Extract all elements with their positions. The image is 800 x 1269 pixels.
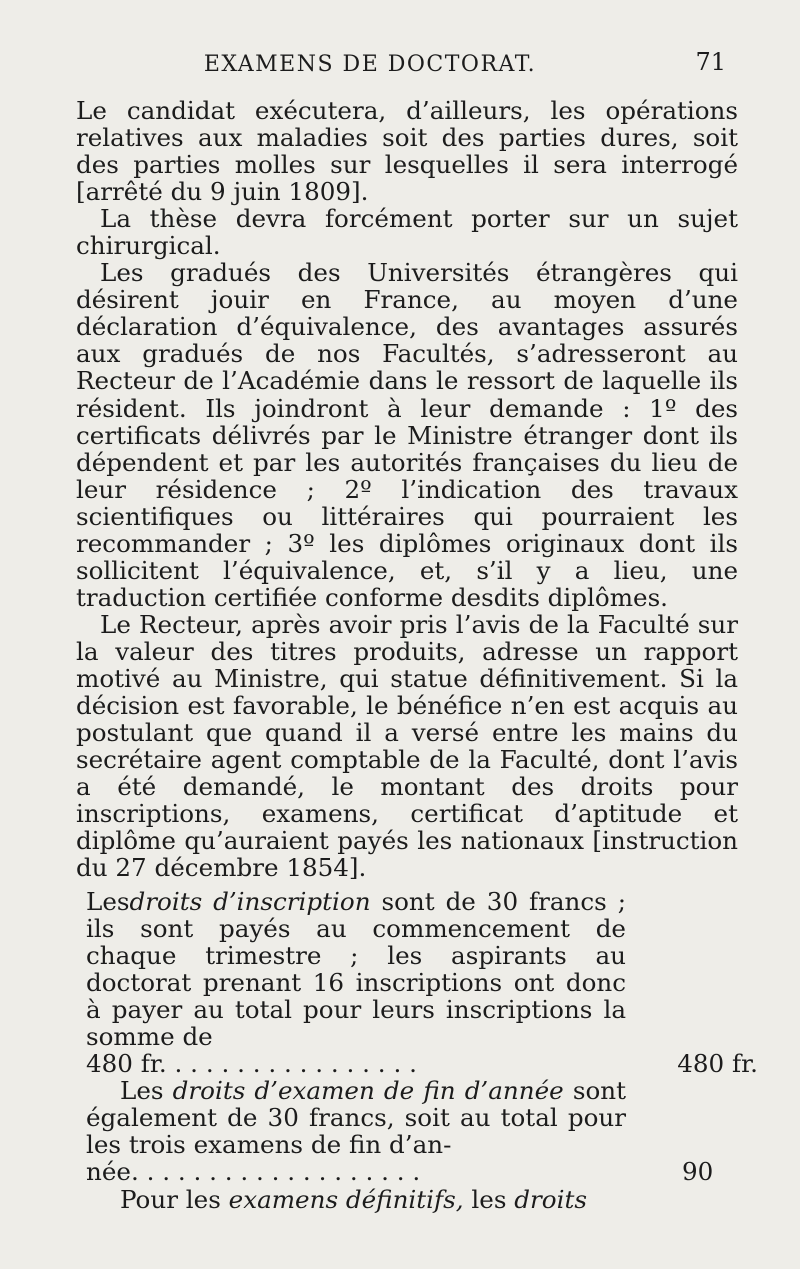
fee-inscription-lead: Les bbox=[86, 887, 130, 916]
paragraph-these: La thèse devra forcément porter sur un sujet chirurgical. bbox=[76, 204, 738, 261]
fee-definitifs-lead: Pour les bbox=[120, 1184, 221, 1214]
fee-inscription-row bbox=[86, 1050, 760, 1077]
page-title: EXAMENS DE DOCTORAT. bbox=[203, 52, 537, 77]
fee-definitifs-italic-2: droits bbox=[514, 1184, 587, 1214]
fee-inscription-italic: droits d’inscription bbox=[129, 887, 371, 916]
paragraph-operations: Le candidat exécutera, d’ailleurs, les opérations relatives aux maladies soit des parties dures, soit des parties molles sur lesquelles il sera interrogé [arrêté du 9 juin 1809]. bbox=[76, 96, 738, 207]
fee-inscription-body: sont de 30 francs ; ils sont payés au commencement de chaque trimestre ; les aspirants au doctorat prenant 16 inscriptions ont donc à payer au total pour leurs inscriptions la somme de bbox=[86, 887, 626, 1052]
fee-examen-text bbox=[86, 1077, 626, 1158]
fee-definitifs-text bbox=[86, 1186, 626, 1213]
page-number: 71 bbox=[695, 48, 726, 76]
fee-examen-lead: Les bbox=[120, 1076, 164, 1106]
fee-inscription-leader: 480 fr. . . . . . . . . . . . . . . . . bbox=[86, 1050, 417, 1078]
paragraph-gradues-etrangers: Les gradués des Universités étrangères qui désirent jouir en France, au moyen d’une déclaration d’équivalence, des avantages assurés aux gradués de nos Facultés, s’adresseront au Recteur de l’Académie dans le ressort de laquelle ils résident. Ils joindront à leur demande : 1º des certificats délivrés par le Ministre étranger dont ils dépendent et par les autorités françaises du lieu de leur résidence ; 2º l’indication des travaux scientifiques ou littéraires qui pourraient les recommander ; 3º les diplômes originaux dont ils sollicitent l’équivalence, et, s’il y a lieu, une traduction certifiée conforme desdits diplômes. bbox=[76, 258, 738, 612]
fee-inscription-text bbox=[86, 888, 626, 1050]
fee-examen-row bbox=[86, 1158, 760, 1185]
fee-examen-amount: 90 bbox=[682, 1157, 714, 1187]
fee-examen-italic: droits d’examen de fin d’année bbox=[172, 1076, 564, 1106]
running-head bbox=[70, 44, 730, 84]
body-text bbox=[76, 97, 738, 881]
fee-definitifs-mid: les bbox=[471, 1184, 507, 1214]
paragraph-recteur: Le Recteur, après avoir pris l’avis de la Faculté sur la valeur des titres produits, adresse un rapport motivé au Ministre, qui statue définitivement. Si la décision est favorable, le bénéfice n’en est acquis au postulant que quand il a versé entre les mains du secrétaire agent comptable de la Faculté, dont l’avis a été demandé, le montant des droits pour inscriptions, examens, certificat d’aptitude et diplôme qu’auraient payés les nationaux [instruction du 27 décembre 1854]. bbox=[76, 609, 738, 883]
fee-inscription-amount: 480 fr. bbox=[677, 1049, 758, 1079]
fee-examen-leader: née. . . . . . . . . . . . . . . . . . . bbox=[86, 1158, 421, 1186]
fees-section bbox=[86, 888, 760, 1213]
fee-definitifs-italic: examens définitifs, bbox=[228, 1184, 464, 1214]
fee-examen-body: sont également de 30 francs, soit au total pour les trois examens de fin d’an- bbox=[86, 1076, 626, 1160]
